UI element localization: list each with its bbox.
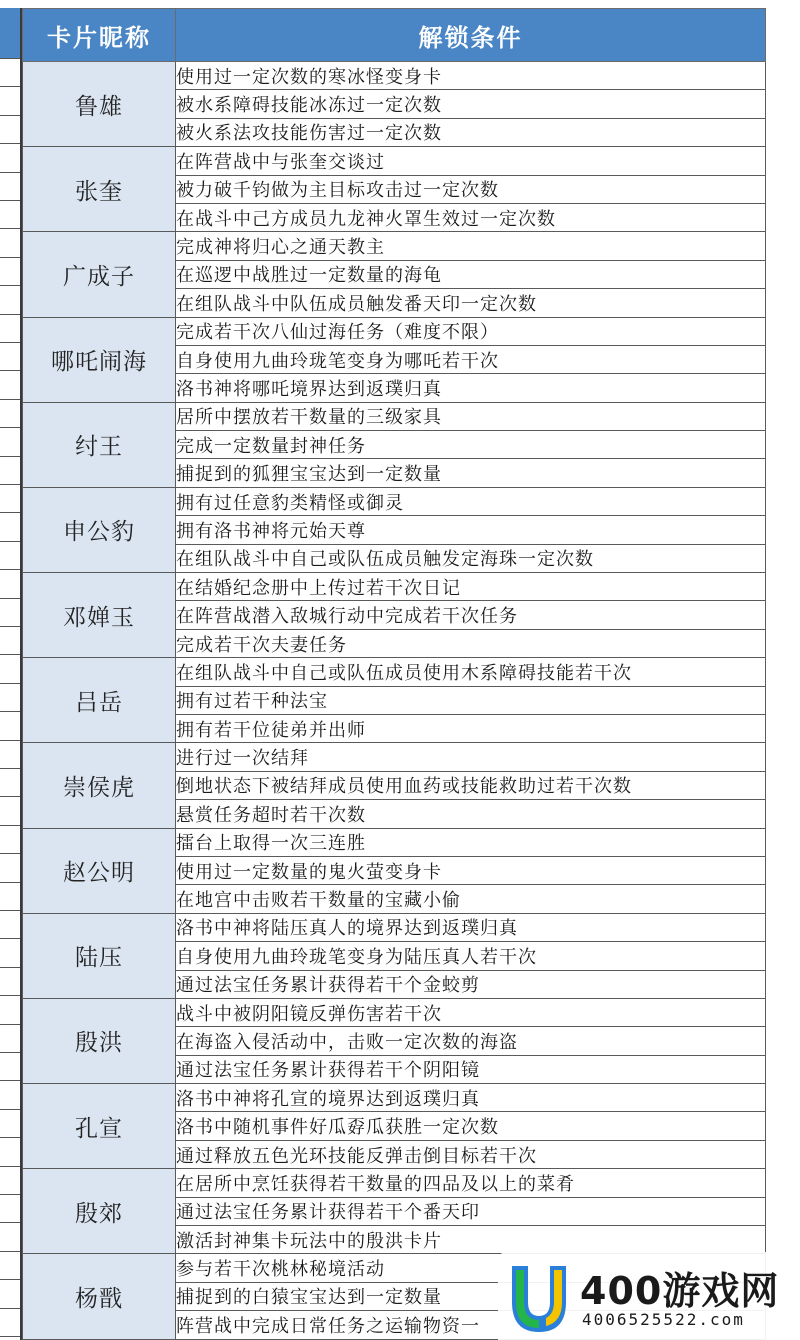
left-strip-row-line bbox=[0, 342, 20, 343]
unlock-condition-cell: 通过法宝任务累计获得若干个番天印 bbox=[176, 1197, 766, 1225]
card-nickname-cell: 张奎 bbox=[23, 147, 176, 232]
left-strip-row-line bbox=[0, 626, 20, 627]
table-header-row bbox=[23, 9, 766, 62]
unlock-condition-cell: 通过法宝任务累计获得若干个金蛟剪 bbox=[176, 970, 766, 998]
unlock-condition-cell: 洛书中随机事件好瓜孬瓜获胜一定次数 bbox=[176, 1112, 766, 1140]
left-strip-row-line bbox=[0, 541, 20, 542]
left-strip-row-line bbox=[0, 314, 20, 315]
left-strip-row-line bbox=[0, 598, 20, 599]
unlock-condition-cell: 被火系法攻技能伤害过一定次数 bbox=[176, 118, 766, 146]
unlock-condition-cell: 在阵营战中与张奎交谈过 bbox=[176, 147, 766, 175]
table-row bbox=[23, 743, 766, 771]
unlock-condition-cell: 拥有洛书神将元始天尊 bbox=[176, 516, 766, 544]
unlock-condition-cell: 拥有若干位徒弟并出师 bbox=[176, 714, 766, 742]
card-nickname-cell: 孔宣 bbox=[23, 1084, 176, 1169]
watermark-url: 4006525522.com bbox=[582, 1310, 745, 1329]
left-strip-row-line bbox=[0, 200, 20, 201]
left-strip-row-line bbox=[0, 853, 20, 854]
unlock-condition-cell: 被水系障碍技能冰冻过一定次数 bbox=[176, 90, 766, 118]
watermark bbox=[498, 1252, 800, 1340]
left-strip-row-line bbox=[0, 143, 20, 144]
unlock-condition-cell: 完成神将归心之通天教主 bbox=[176, 232, 766, 260]
unlock-condition-cell: 拥有过任意豹类精怪或御灵 bbox=[176, 487, 766, 515]
card-nickname-cell: 陆压 bbox=[23, 913, 176, 998]
table-row bbox=[23, 913, 766, 941]
unlock-condition-cell: 被力破千钧做为主目标攻击过一定次数 bbox=[176, 175, 766, 203]
unlock-condition-cell: 通过释放五色光环技能反弹击倒目标若干次 bbox=[176, 1140, 766, 1168]
left-strip-row-line bbox=[0, 910, 20, 911]
left-strip-row-line bbox=[0, 882, 20, 883]
unlock-conditions-table bbox=[22, 8, 766, 1340]
unlock-condition-cell: 自身使用九曲玲珑笔变身为哪吒若干次 bbox=[176, 345, 766, 373]
unlock-condition-cell: 倒地状态下被结拜成员使用血药或技能救助过若干次数 bbox=[176, 771, 766, 799]
unlock-condition-cell: 在结婚纪念册中上传过若干次日记 bbox=[176, 573, 766, 601]
left-strip-row-line bbox=[0, 86, 20, 87]
left-strip-row-line bbox=[0, 1080, 20, 1081]
left-strip-row-line bbox=[0, 58, 20, 59]
table-row bbox=[23, 317, 766, 345]
unlock-condition-cell: 完成若干次夫妻任务 bbox=[176, 629, 766, 657]
card-nickname-cell: 崇侯虎 bbox=[23, 743, 176, 828]
card-nickname-cell: 申公豹 bbox=[23, 487, 176, 572]
unlock-condition-cell: 进行过一次结拜 bbox=[176, 743, 766, 771]
left-strip-row-line bbox=[0, 654, 20, 655]
unlock-condition-cell: 参与若干次桃林秘境活动 bbox=[176, 1254, 766, 1282]
card-nickname-cell: 鲁雄 bbox=[23, 62, 176, 147]
table-row bbox=[23, 487, 766, 515]
left-strip-row-line bbox=[0, 1052, 20, 1053]
unlock-condition-cell: 在组队战斗中自己或队伍成员触发定海珠一定次数 bbox=[176, 544, 766, 572]
unlock-condition-cell: 激活封神集卡玩法中的殷洪卡片 bbox=[176, 1226, 766, 1254]
table-row bbox=[23, 1084, 766, 1112]
left-strip-row-line bbox=[0, 1222, 20, 1223]
unlock-condition-cell: 擂台上取得一次三连胜 bbox=[176, 828, 766, 856]
unlock-condition-cell: 阵营战中完成日常任务之运输物资一 bbox=[176, 1311, 766, 1339]
unlock-condition-cell: 在组队战斗中自己或队伍成员使用木系障碍技能若干次 bbox=[176, 658, 766, 686]
left-strip-row-line bbox=[0, 1024, 20, 1025]
unlock-condition-cell: 捕捉到的白猿宝宝达到一定数量 bbox=[176, 1282, 766, 1310]
left-strip-row-line bbox=[0, 1194, 20, 1195]
header-unlock-conditions: 解锁条件 bbox=[176, 9, 766, 62]
left-strip-row-line bbox=[0, 512, 20, 513]
table-row bbox=[23, 998, 766, 1026]
unlock-condition-cell: 在战斗中己方成员九龙神火罩生效过一定次数 bbox=[176, 203, 766, 231]
left-strip-row-line bbox=[0, 257, 20, 258]
card-nickname-cell: 殷洪 bbox=[23, 998, 176, 1083]
table-row bbox=[23, 147, 766, 175]
left-strip-row-line bbox=[0, 796, 20, 797]
card-nickname-cell: 邓婵玉 bbox=[23, 573, 176, 658]
left-strip-row-line bbox=[0, 768, 20, 769]
left-strip-row-line bbox=[0, 711, 20, 712]
table-row bbox=[23, 1169, 766, 1197]
left-strip-row-line bbox=[0, 228, 20, 229]
left-strip-row-line bbox=[0, 569, 20, 570]
unlock-condition-cell: 完成一定数量封神任务 bbox=[176, 431, 766, 459]
unlock-condition-cell: 使用过一定数量的鬼火萤变身卡 bbox=[176, 856, 766, 884]
left-strip-row-line bbox=[0, 172, 20, 173]
table-row bbox=[23, 402, 766, 430]
unlock-condition-cell: 在居所中烹饪获得若干数量的四品及以上的菜肴 bbox=[176, 1169, 766, 1197]
left-strip-row-line bbox=[0, 825, 20, 826]
card-nickname-cell: 殷郊 bbox=[23, 1169, 176, 1254]
left-strip-row-line bbox=[0, 1251, 20, 1252]
unlock-condition-cell: 洛书神将哪吒境界达到返璞归真 bbox=[176, 374, 766, 402]
card-nickname-cell: 广成子 bbox=[23, 232, 176, 317]
card-nickname-cell: 哪吒闹海 bbox=[23, 317, 176, 402]
left-strip-row-line bbox=[0, 1308, 20, 1309]
unlock-condition-cell: 洛书中神将孔宣的境界达到返璞归真 bbox=[176, 1084, 766, 1112]
left-strip-row-line bbox=[0, 740, 20, 741]
left-table-edge bbox=[0, 8, 22, 1340]
left-strip-row-line bbox=[0, 1109, 20, 1110]
left-strip-row-line bbox=[0, 427, 20, 428]
left-strip-row-line bbox=[0, 285, 20, 286]
unlock-condition-cell: 使用过一定次数的寒冰怪变身卡 bbox=[176, 62, 766, 90]
unlock-condition-cell: 在巡逻中战胜过一定数量的海龟 bbox=[176, 260, 766, 288]
card-nickname-cell: 吕岳 bbox=[23, 658, 176, 743]
table-row bbox=[23, 828, 766, 856]
unlock-condition-cell: 自身使用九曲玲珑笔变身为陆压真人若干次 bbox=[176, 942, 766, 970]
card-nickname-cell: 赵公明 bbox=[23, 828, 176, 913]
unlock-condition-cell: 居所中摆放若干数量的三级家具 bbox=[176, 402, 766, 430]
card-nickname-cell: 纣王 bbox=[23, 402, 176, 487]
left-strip-row-line bbox=[0, 967, 20, 968]
table-row bbox=[23, 232, 766, 260]
left-strip-row-line bbox=[0, 1137, 20, 1138]
unlock-condition-cell: 在地宫中击败若干数量的宝藏小偷 bbox=[176, 885, 766, 913]
left-strip-row-line bbox=[0, 456, 20, 457]
unlock-condition-cell: 悬赏任务超时若干次数 bbox=[176, 800, 766, 828]
header-card-nickname: 卡片昵称 bbox=[23, 9, 176, 62]
left-strip-row-line bbox=[0, 1336, 20, 1337]
table-row bbox=[23, 658, 766, 686]
unlock-condition-cell: 完成若干次八仙过海任务（难度不限） bbox=[176, 317, 766, 345]
left-strip-row-line bbox=[0, 938, 20, 939]
site-logo-icon bbox=[506, 1262, 572, 1334]
unlock-condition-cell: 洛书中神将陆压真人的境界达到返璞归真 bbox=[176, 913, 766, 941]
table-body bbox=[23, 62, 766, 1340]
left-strip-header bbox=[0, 8, 20, 58]
left-strip-row-line bbox=[0, 995, 20, 996]
left-strip-row-line bbox=[0, 683, 20, 684]
left-strip-row-line bbox=[0, 115, 20, 116]
left-strip-row-line bbox=[0, 370, 20, 371]
left-strip-row-line bbox=[0, 484, 20, 485]
unlock-condition-cell: 在海盗入侵活动中，击败一定次数的海盗 bbox=[176, 1027, 766, 1055]
unlock-condition-cell: 战斗中被阴阳镜反弹伤害若干次 bbox=[176, 998, 766, 1026]
unlock-condition-cell: 通过法宝任务累计获得若干个阴阳镜 bbox=[176, 1055, 766, 1083]
unlock-condition-cell: 拥有过若干种法宝 bbox=[176, 686, 766, 714]
card-nickname-cell: 杨戬 bbox=[23, 1254, 176, 1339]
left-strip-row-line bbox=[0, 399, 20, 400]
unlock-condition-cell: 在阵营战潜入敌城行动中完成若干次任务 bbox=[176, 601, 766, 629]
watermark-title: 400游戏网 bbox=[580, 1269, 780, 1313]
unlock-condition-cell: 在组队战斗中队伍成员触发番天印一定次数 bbox=[176, 289, 766, 317]
left-strip-row-line bbox=[0, 1279, 20, 1280]
unlock-condition-cell: 捕捉到的狐狸宝宝达到一定数量 bbox=[176, 459, 766, 487]
table-row bbox=[23, 573, 766, 601]
left-strip-row-line bbox=[0, 1166, 20, 1167]
table-row bbox=[23, 62, 766, 90]
